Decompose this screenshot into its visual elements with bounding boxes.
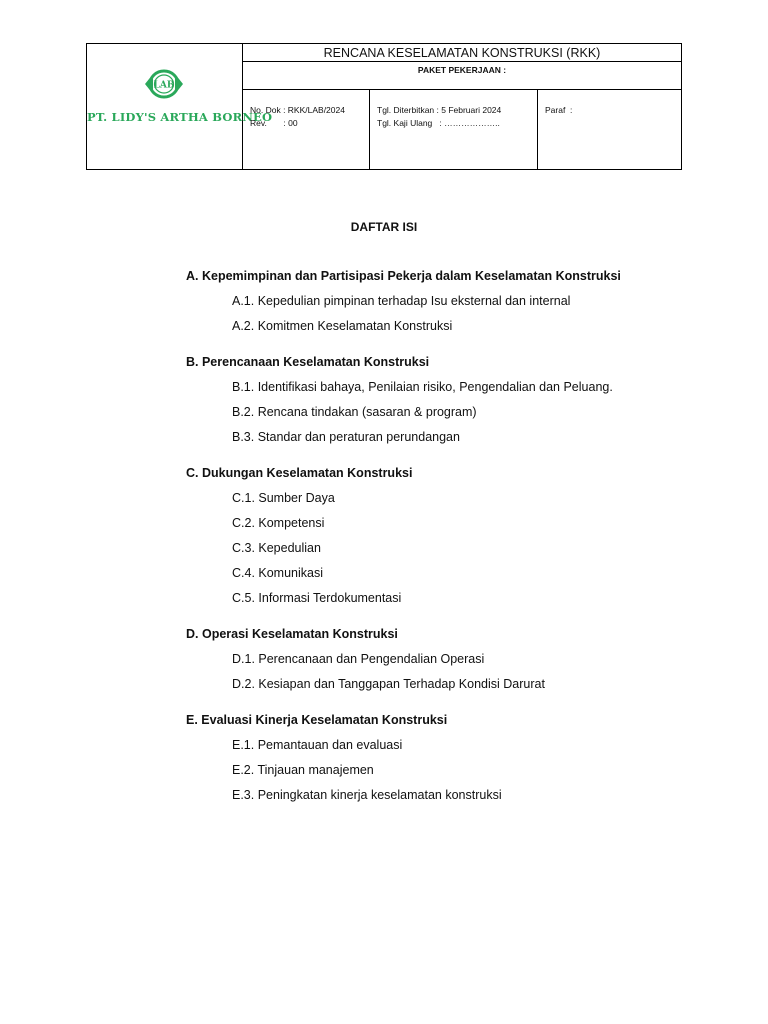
doc-info-cell — [243, 90, 370, 169]
logo-cell — [87, 44, 273, 169]
toc-section-title: D. Operasi Keselamatan Konstruksi — [186, 627, 398, 641]
toc-item: E.2. Tinjauan manajemen — [232, 763, 374, 777]
toc-title: DAFTAR ISI — [350, 220, 418, 234]
toc-section-title: C. Dukungan Keselamatan Konstruksi — [186, 466, 413, 480]
date-info-cell — [370, 90, 538, 169]
toc-item: E.1. Pemantauan dan evaluasi — [232, 738, 403, 752]
toc-item: B.3. Standar dan peraturan perundangan — [232, 430, 460, 444]
toc-section — [186, 626, 706, 701]
toc-item: E.3. Peningkatan kinerja keselamatan konstruksi — [232, 788, 502, 802]
toc-item: C.3. Kepedulian — [232, 541, 321, 555]
toc-item: A.2. Komitmen Keselamatan Konstruksi — [232, 319, 453, 333]
toc-item: A.1. Kepedulian pimpinan terhadap Isu eksternal dan internal — [232, 294, 571, 308]
doc-number: No. Dok : RKK/LAB/2024 — [250, 105, 345, 115]
company-name: PT. LIDY'S ARTHA BORNEO — [87, 110, 273, 124]
document-header — [86, 43, 682, 170]
table-of-contents — [186, 268, 706, 823]
paraf-label: Paraf : — [545, 105, 573, 115]
signature-cell — [538, 90, 681, 169]
toc-item: C.4. Komunikasi — [232, 566, 324, 580]
toc-item: C.1. Sumber Daya — [232, 491, 335, 505]
toc-section — [186, 712, 706, 812]
toc-item: D.2. Kesiapan dan Tanggapan Terhadap Kondisi Darurat — [232, 677, 545, 691]
toc-item: B.1. Identifikasi bahaya, Penilaian risiko, Pengendalian dan Peluang. — [232, 380, 613, 394]
revision: Rev. : 00 — [250, 118, 298, 128]
paket-pekerjaan: PAKET PEKERJAAN : — [243, 62, 681, 90]
document-title: RENCANA KESELAMATAN KONSTRUKSI (RKK) — [243, 44, 681, 62]
toc-item: C.2. Kompetensi — [232, 516, 325, 530]
toc-section-title: B. Perencanaan Keselamatan Konstruksi — [186, 355, 430, 369]
toc-section — [186, 268, 706, 343]
review-date: Tgl. Kaji Ulang : ……………….. — [377, 118, 500, 128]
toc-section — [186, 465, 706, 615]
toc-item: B.2. Rencana tindakan (sasaran & program) — [232, 405, 477, 419]
issue-date: Tgl. Diterbitkan : 5 Februari 2024 — [377, 105, 502, 115]
toc-section — [186, 354, 706, 454]
toc-item: D.1. Perencanaan dan Pengendalian Operasi — [232, 652, 485, 666]
toc-section-title: E. Evaluasi Kinerja Keselamatan Konstruksi — [186, 713, 448, 727]
company-logo — [141, 66, 187, 102]
toc-item: C.5. Informasi Terdokumentasi — [232, 591, 402, 605]
toc-section-title: A. Kepemimpinan dan Partisipasi Pekerja dalam Keselamatan Konstruksi — [186, 269, 621, 283]
logo-lettering: LAB — [153, 80, 175, 91]
